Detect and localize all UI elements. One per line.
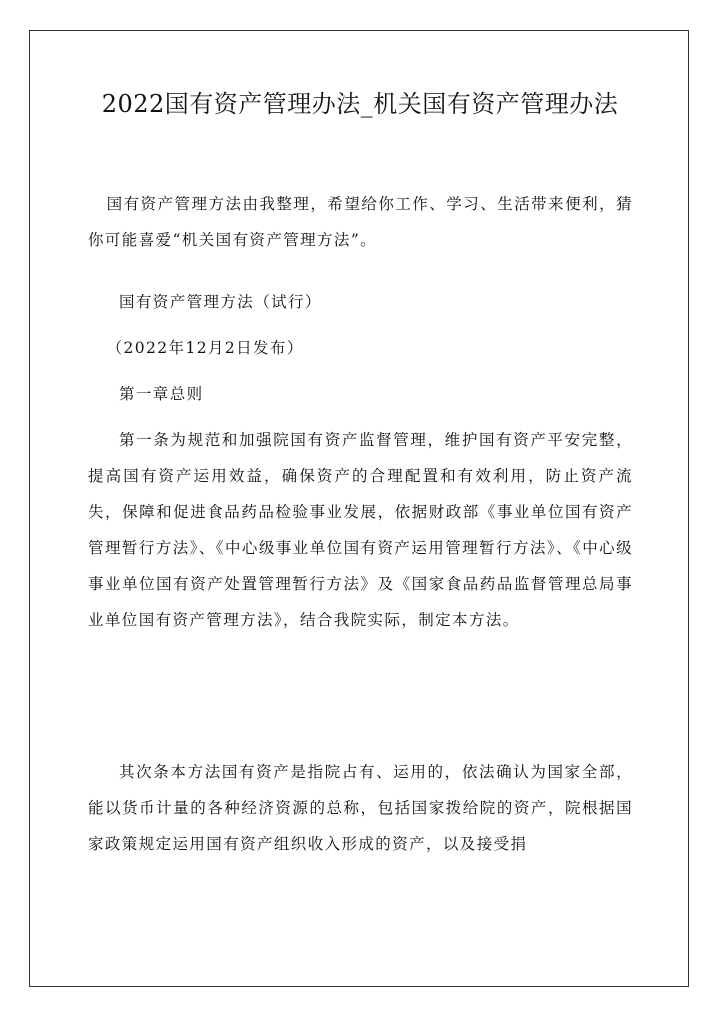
- article-1-paragraph: 第一条为规范和加强院国有资产监督管理，维护国有资产平安完整，提高国有资产运用效益，确保资产的合理配置和有效利用，防止资产流失，保障和促进食品药品检验事业发展，依据财政部《事业单位国有资产管理暂行方法》、《中心级事业单位国有资产运用管理暂行方法》、《中心级事业单位国有资产处置管理暂行方法》及《国家食品药品监督管理总局事业单位国有资产管理方法》，结合我院实际，制定本方法。: [88, 431, 633, 629]
- intro-paragraph: 国有资产管理方法由我整理，希望给你工作、学习、生活带来便利，猜你可能喜爱“机关国有资产管理方法”。: [88, 195, 633, 249]
- method-heading: 国有资产管理方法（试行）: [119, 293, 322, 311]
- article-2-paragraph: 其次条本方法国有资产是指院占有、运用的，依法确认为国家全部，能以货币计量的各种经济资源的总称，包括国家拨给院的资产，院根据国家政策规定运用国有资产组织收入形成的资产，以及接受捐: [88, 763, 633, 853]
- chapter-heading: 第一章总则: [119, 385, 204, 403]
- document-title: 2022国有资产管理办法_机关国有资产管理办法: [101, 90, 619, 118]
- publish-date: （2022年12月2日发布）: [106, 339, 304, 357]
